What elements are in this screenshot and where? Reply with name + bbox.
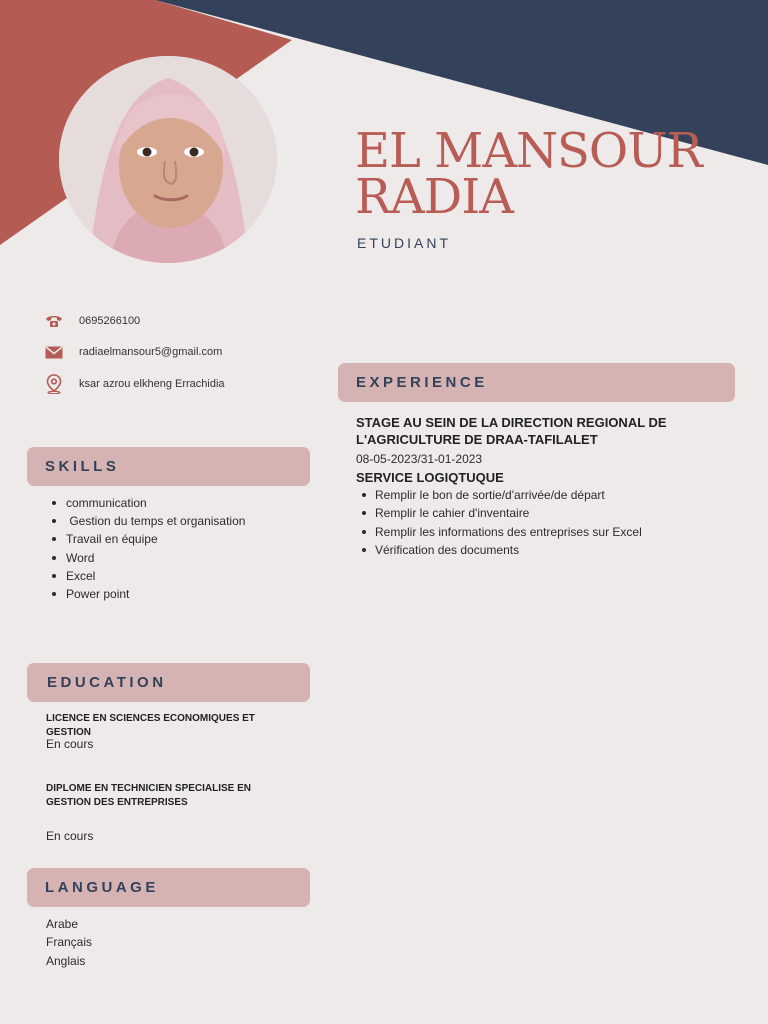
skill-item: communication [48, 494, 245, 512]
phone-icon [44, 311, 64, 331]
education-header [27, 663, 310, 702]
portrait-illustration [59, 56, 277, 263]
language-item: Français [46, 935, 93, 950]
skill-item: Word [48, 549, 245, 567]
education-heading: EDUCATION [47, 674, 167, 691]
mail-icon [44, 342, 64, 362]
education-degree-1: LICENCE EN SCIENCES ECONOMIQUES ET GESTION [46, 713, 255, 738]
language-header [27, 868, 310, 907]
contact-email [44, 342, 223, 362]
experience-task-list [358, 486, 642, 559]
language-item: Arabe [46, 917, 79, 931]
experience-dates: 08-05-2023/31-01-2023 [356, 452, 483, 466]
phone-number[interactable]: 0695266100 [79, 315, 141, 327]
education-degree-2: DIPLOME EN TECHNICIEN SPECIALISE EN GESTION DES ENTREPRISES [46, 783, 252, 808]
skill-item: Excel [48, 567, 245, 585]
skills-header [27, 447, 310, 486]
language-item: Anglais [46, 953, 86, 968]
education-status-2: En cours [46, 829, 94, 843]
skill-item: Gestion du temps et organisation [48, 512, 245, 530]
first-name: RADIA [355, 169, 513, 225]
address: ksar azrou elkheng Errachidia [79, 378, 225, 390]
profile-photo [59, 56, 277, 263]
experience-header [338, 363, 735, 402]
email-address[interactable]: radiaelmansour5@gmail.com [79, 346, 223, 358]
location-pin-icon [44, 374, 64, 394]
skill-item: Travail en équipe [48, 530, 245, 548]
skill-item: Power point [48, 585, 245, 603]
contact-address [44, 374, 225, 394]
job-title: ETUDIANT [357, 235, 451, 251]
experience-task: Remplir les informations des entreprises sur Excel [358, 523, 642, 541]
experience-heading: EXPERIENCE [356, 374, 488, 391]
skills-heading: SKILLS [45, 458, 120, 475]
experience-task: Vérification des documents [358, 541, 642, 559]
experience-title: STAGE AU SEIN DE LA DIRECTION REGIONAL DE L'AGRICULTURE DE DRAA-TAFILALET [356, 415, 667, 447]
language-list [46, 915, 92, 970]
language-heading: LANGUAGE [45, 879, 159, 896]
last-name: EL MANSOUR [355, 123, 702, 179]
experience-task: Remplir le cahier d'inventaire [358, 504, 642, 522]
experience-department: SERVICE LOGIQTUQUE [356, 470, 504, 485]
skills-list [48, 494, 245, 603]
education-status-1: En cours [46, 737, 94, 751]
experience-task: Remplir le bon de sortie/d'arrivée/de départ [358, 486, 642, 504]
contact-phone [44, 311, 141, 331]
full-name [355, 123, 702, 225]
